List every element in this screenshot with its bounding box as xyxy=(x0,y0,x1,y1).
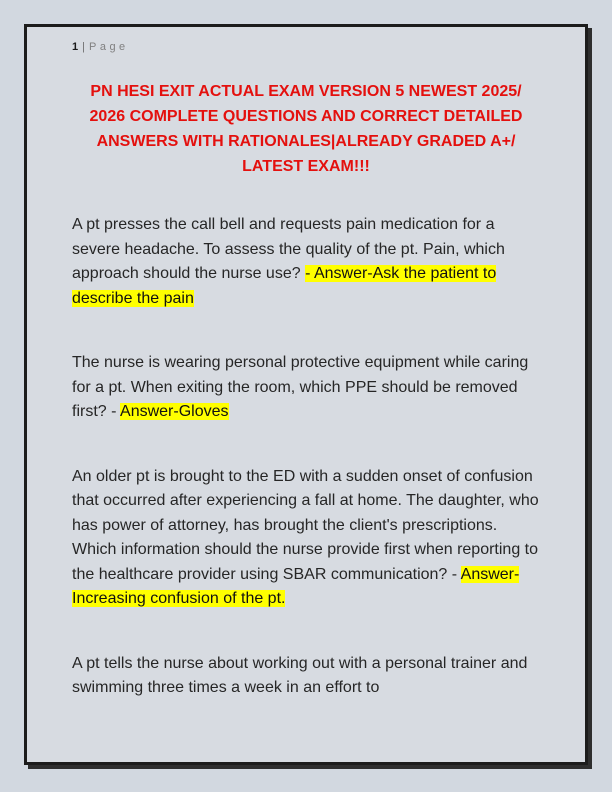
page-header xyxy=(72,41,540,53)
document-page xyxy=(24,24,588,765)
question-text-3: An older pt is brought to the ED with a sudden onset of confusion that occurred after experiencing a fall at home. The daughter, who has power of attorney, has brought the client's prescriptions. Which information should the nurse provide first when reporting to the healthcare provider using SBAR communication? - xyxy=(72,467,539,583)
question-text-4: A pt tells the nurse about working out with a personal trainer and swimming three times a week in an effort to xyxy=(72,654,528,696)
question-paragraph-1 xyxy=(72,213,540,311)
question-text-1: A pt presses the call bell and requests pain medication for a severe headache. To assess the quality of the pt. Pain, which approach should the nurse use? xyxy=(72,216,505,282)
page-header-label: Page xyxy=(88,41,129,53)
answer-highlight-2: Answer-Gloves xyxy=(120,403,229,420)
answer-highlight-1: - Answer-Ask the patient to describe the pain xyxy=(72,265,497,307)
page-number: 1 xyxy=(72,41,79,53)
question-text-2: The nurse is wearing personal protective equipment while caring for a pt. When exiting the room, which PPE should be removed first? - xyxy=(72,354,529,420)
question-paragraph-3 xyxy=(72,465,540,612)
answer-highlight-3: Answer-Increasing confusion of the pt. xyxy=(72,565,520,607)
page-header-separator: | xyxy=(82,41,85,53)
question-paragraph-4 xyxy=(72,652,540,701)
document-title: PN HESI EXIT ACTUAL EXAM VERSION 5 NEWEST 2025/ 2026 COMPLETE QUESTIONS AND CORRECT DETAILED ANSWERS WITH RATIONALES|ALREADY GRADED A+/ LATEST EXAM!!! xyxy=(89,83,523,175)
question-paragraph-2 xyxy=(72,351,540,425)
